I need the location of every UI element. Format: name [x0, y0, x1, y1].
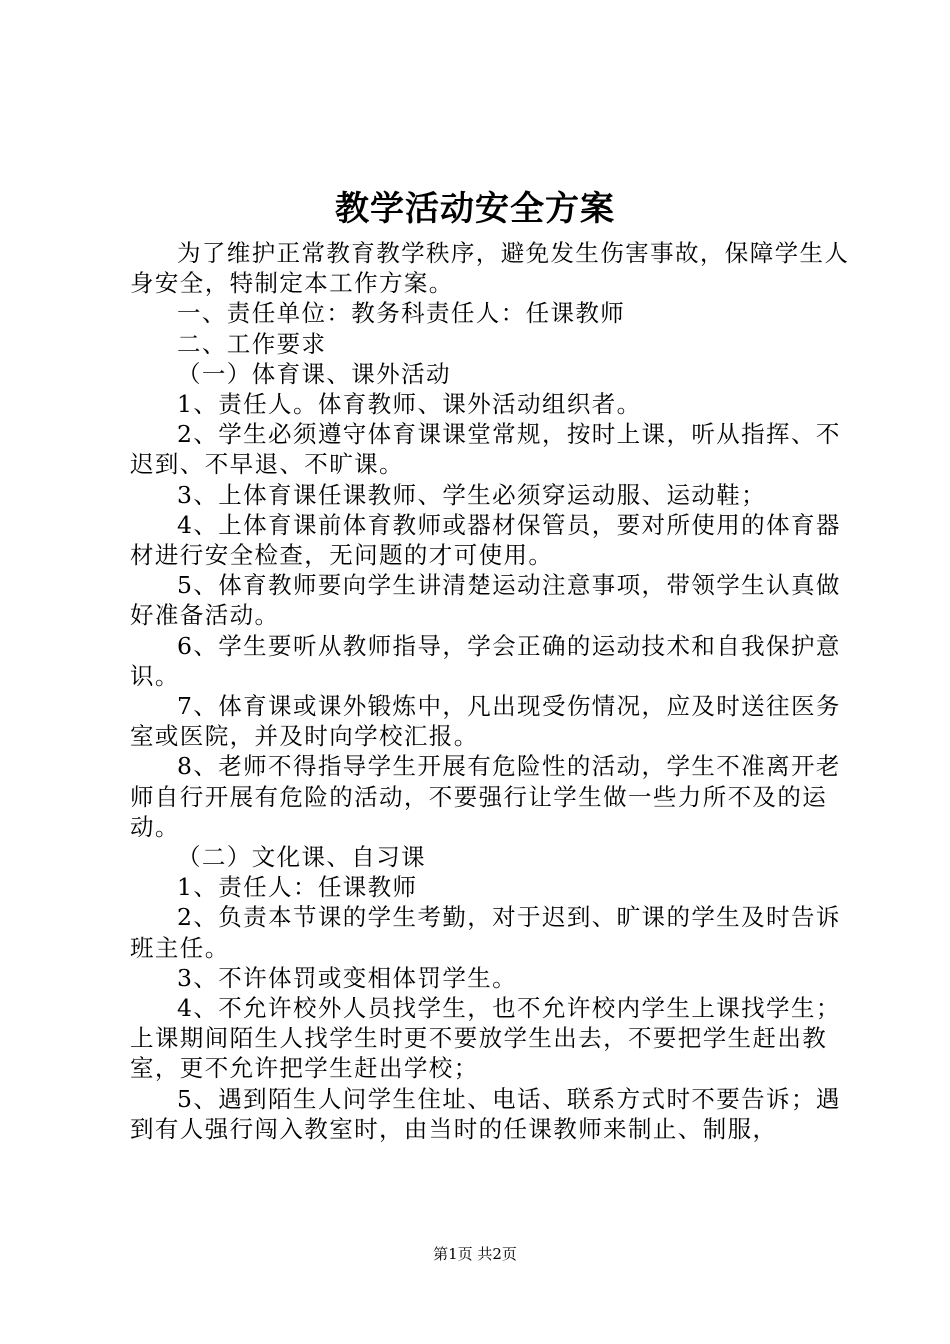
list-item: 8、老师不得指导学生开展有危险性的活动，学生不准离开老师自行开展有危险的活动，不要强行让学生做一些力所不及的运动。 — [130, 752, 841, 841]
list-item: 5、遇到陌生人问学生住址、电话、联系方式时不要告诉；遇到有人强行闯入教室时，由当时的任课教师来制止、制服， — [130, 1084, 841, 1143]
list-item: 3、上体育课任课教师、学生必须穿运动服、运动鞋； — [177, 480, 767, 509]
list-item: 2、负责本节课的学生考勤，对于迟到、旷课的学生及时告诉班主任。 — [130, 903, 841, 962]
list-item: 1、责任人。体育教师、课外活动组织者。 — [177, 390, 642, 419]
list-item: 6、学生要听从教师指导，学会正确的运动技术和自我保护意识。 — [130, 631, 841, 690]
list-item: 5、体育教师要向学生讲清楚运动注意事项，带领学生认真做好准备活动。 — [130, 571, 841, 630]
section-heading-pe: （一）体育课、课外活动 — [177, 359, 451, 388]
paragraph-work-requirements: 二、工作要求 — [177, 329, 327, 358]
section-heading-culture: （二）文化课、自习课 — [177, 843, 426, 872]
list-item: 3、不许体罚或变相体罚学生。 — [177, 963, 518, 992]
list-item: 7、体育课或课外锻炼中，凡出现受伤情况，应及时送往医务室或医院，并及时向学校汇报。 — [130, 692, 841, 751]
page-footer: 第1页 共2页 — [433, 1245, 517, 1263]
document-body — [130, 238, 850, 1144]
list-item: 2、学生必须遵守体育课课堂常规，按时上课，听从指挥、不迟到、不早退、不旷课。 — [130, 420, 841, 479]
document-title: 教学活动安全方案 — [335, 189, 615, 229]
list-item: 4、不允许校外人员找学生，也不允许校内学生上课找学生；上课期间陌生人找学生时更不要放学生出去，不要把学生赶出教室，更不允许把学生赶出学校； — [130, 994, 841, 1083]
paragraph-responsible-unit: 一、责任单位：教务科责任人：任课教师 — [177, 299, 626, 328]
list-item: 1、责任人：任课教师 — [177, 873, 418, 902]
list-item: 4、上体育课前体育教师或器材保管员，要对所使用的体育器材进行安全检查，无问题的才可使用。 — [130, 510, 841, 570]
paragraph-intro: 为了维护正常教育教学秩序，避免发生伤害事故，保障学生人身安全，特制定本工作方案。 — [130, 239, 850, 298]
